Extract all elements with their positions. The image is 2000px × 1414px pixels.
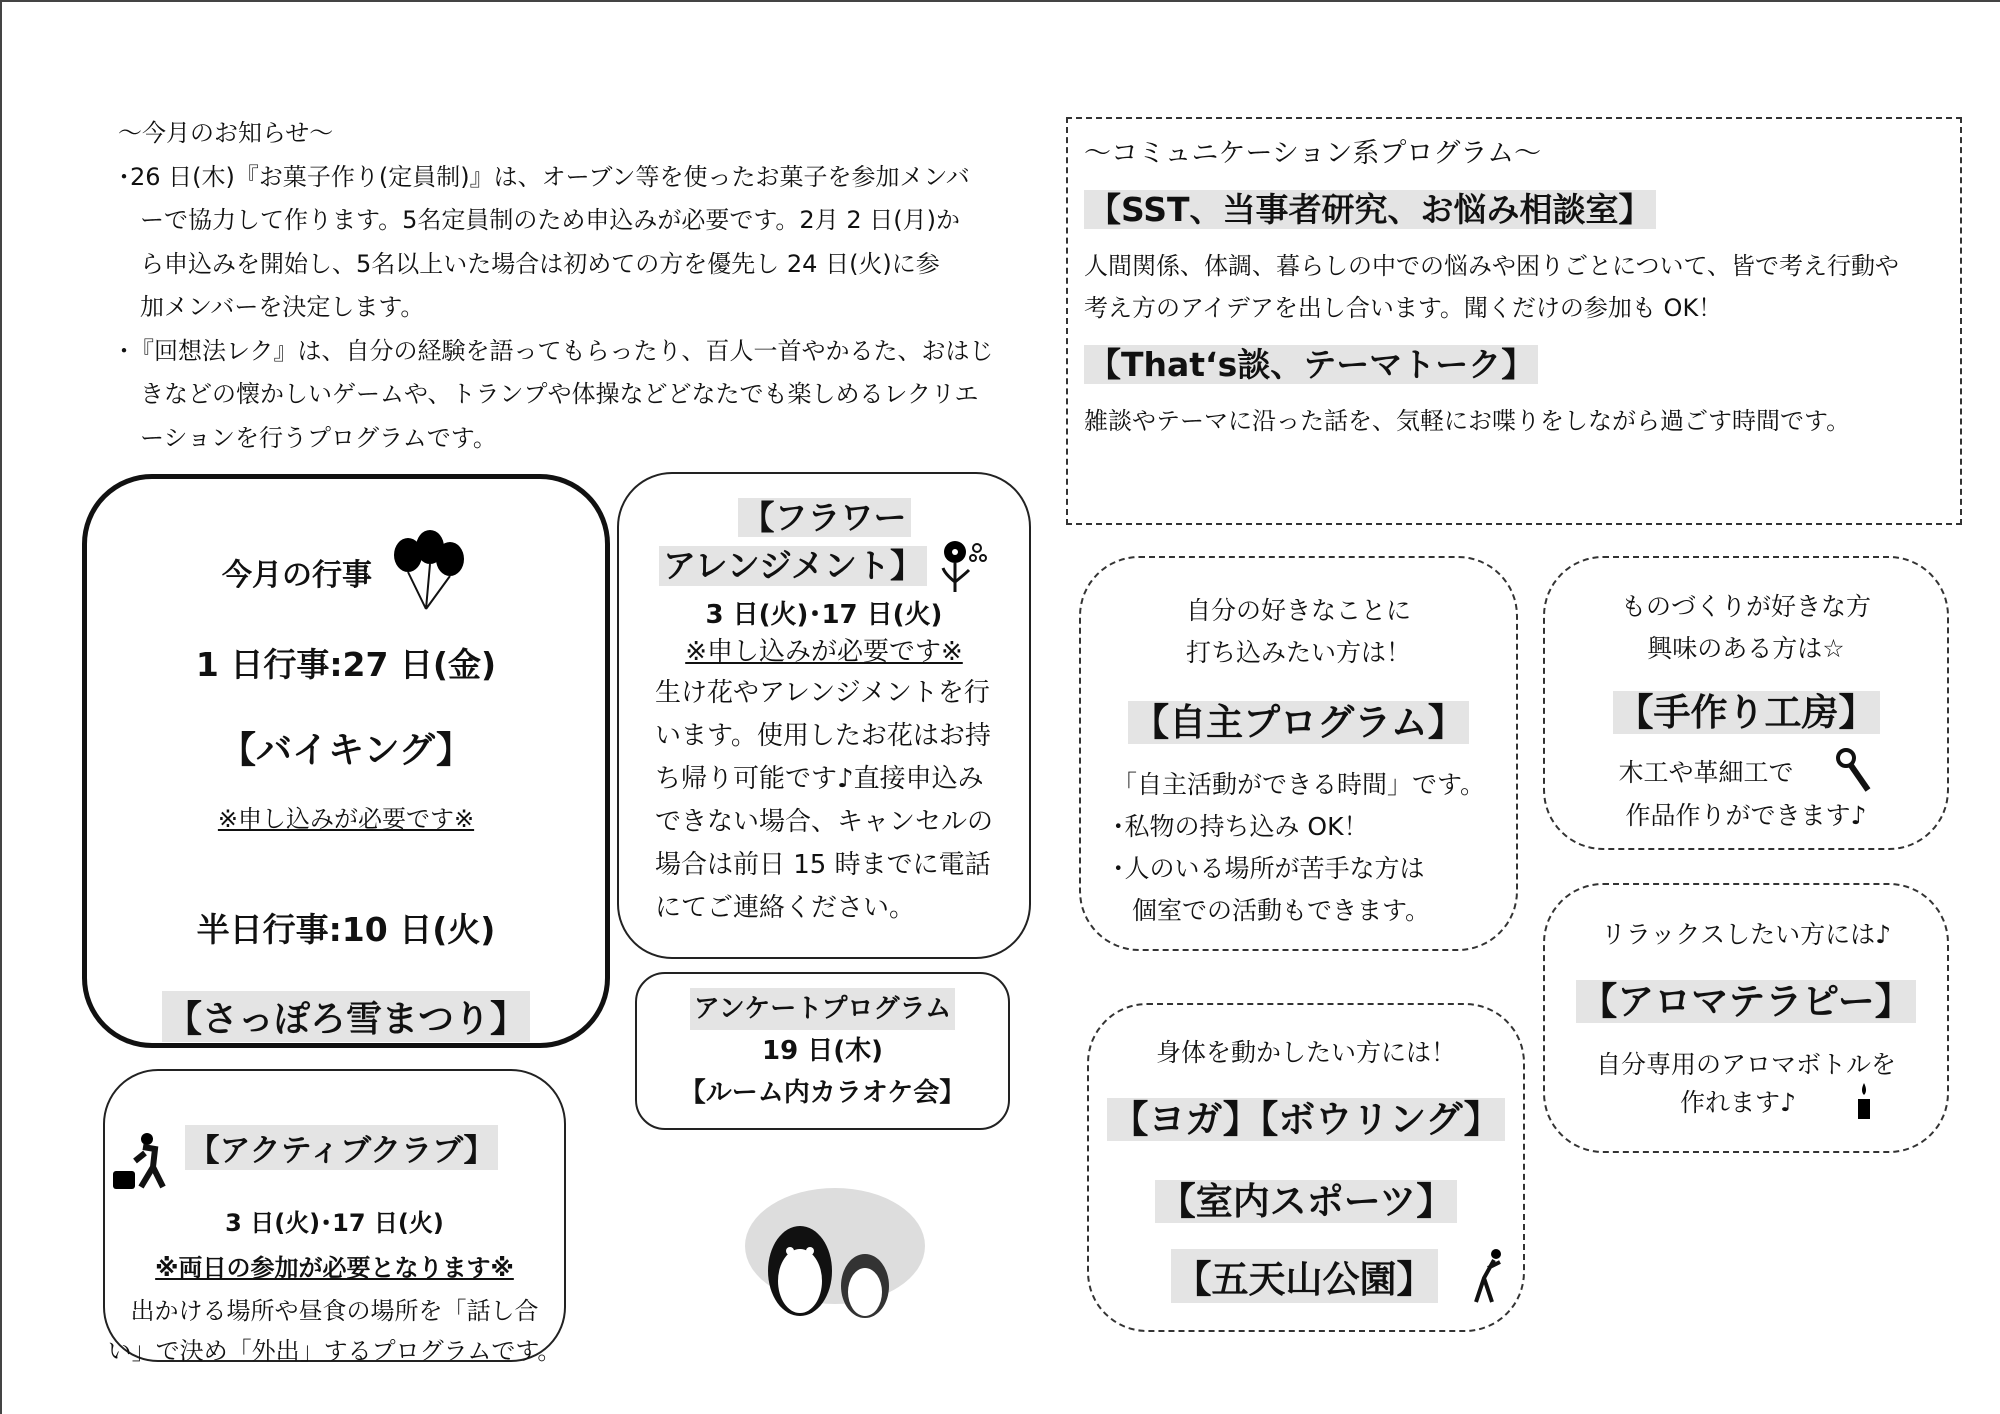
- registration-note: ※申し込みが必要です※: [685, 637, 963, 667]
- description-line: ち帰り可能です♪直接申込み: [654, 764, 984, 794]
- notice-line: ーで協力して作ります。5名定員制のため申込みが必要です。2月 2 日(月)か: [140, 206, 960, 234]
- section-title: ～コミュニケーション系プログラム～: [1084, 138, 1542, 169]
- program-description: 考え方のアイデアを出し合います。聞くだけの参加も OK！: [1084, 294, 1723, 322]
- intro-line: 打ち込みたい方は！: [1185, 638, 1411, 667]
- notice-title: ～今月のお知らせ～: [118, 119, 334, 147]
- monthly-events-box: [82, 474, 610, 1048]
- active-club-dates: 3 日(火)･17 日(火): [225, 1209, 444, 1237]
- active-club-title: 【アクティブクラブ】: [185, 1125, 499, 1170]
- intro-line: リラックスしたい方には♪: [1600, 920, 1892, 949]
- notice-line: きなどの懐かしいゲームや、トランプや体操などどなたでも楽しめるレクリエ: [140, 380, 979, 408]
- program-heading: 【SST、当事者研究、お悩み相談室】: [1084, 190, 1656, 229]
- full-day-event-name: 【バイキング】: [219, 730, 472, 771]
- half-day-event-date: 半日行事:10 日(火): [196, 910, 496, 949]
- exercise-box: [1087, 1003, 1525, 1332]
- self-program-box: [1079, 556, 1518, 951]
- notice-line: ら申込みを開始し、5名以上いた場合は初めての方を優先し 24 日(火)に参: [140, 249, 940, 278]
- flower-dates: 3 日(火)･17 日(火): [705, 600, 943, 630]
- program-description: 人間関係、体調、暮らしの中での悩みや困りごとについて、皆で考え行動や: [1084, 252, 1900, 280]
- communication-programs: [1066, 117, 1962, 525]
- description-line: ･私物の持ち込み OK！: [1111, 812, 1369, 841]
- intro-line: 自分の好きなことに: [1185, 596, 1411, 625]
- description-line: ･人のいる場所が苦手な方は: [1111, 854, 1425, 883]
- stretching-person-icon: [1472, 1248, 1502, 1304]
- handmade-name: 【手作り工房】: [1613, 691, 1880, 734]
- self-program-name: 【自主プログラム】: [1128, 701, 1469, 744]
- notice-line: ーションを行うプログラムです。: [140, 423, 497, 452]
- description-line: い」で決め「外出」するプログラムです。: [107, 1337, 562, 1365]
- wrench-icon: [1834, 748, 1874, 794]
- survey-date: 19 日(木): [762, 1036, 883, 1066]
- flower-description: [655, 672, 993, 930]
- description-line: 個室での活動もできます。: [1131, 896, 1430, 925]
- aroma-name: 【アロマテラピー】: [1576, 980, 1916, 1023]
- intro-line: ものづくりが好きな方: [1620, 592, 1871, 621]
- flower-icon: [939, 538, 989, 594]
- registration-note: ※申し込みが必要です※: [217, 805, 475, 833]
- notice-line: ･26 日(木)『お菓子作り(定員制)』は、オーブン等を使ったお菓子を参加メンバ: [118, 162, 970, 191]
- survey-name: 【ルーム内カラオケ会】: [679, 1078, 966, 1108]
- description-line: にてご連絡ください。: [654, 893, 915, 923]
- description-line: 作れます♪: [1680, 1088, 1796, 1117]
- description-line: 自分専用のアロマボトルを: [1595, 1050, 1896, 1079]
- balloons-icon: [386, 527, 470, 617]
- description-line: います。使用したお花はお持: [654, 721, 991, 751]
- half-day-event-name: 【さっぽろ雪まつり】: [162, 991, 530, 1042]
- program-heading: 【That‘s談、テーマトーク】: [1084, 345, 1538, 384]
- flower-title: アレンジメント】: [659, 546, 927, 586]
- description-line: できない場合、キャンセルの: [654, 807, 993, 837]
- survey-program-box: [635, 972, 1010, 1130]
- events-title: 今月の行事: [222, 558, 372, 593]
- full-day-event-date: 1 日行事:27 日(金): [195, 645, 497, 684]
- exercise-program-name: 【ヨガ】【ボウリング】: [1107, 1098, 1504, 1141]
- description-line: 場合は前日 15 時までに電話: [654, 850, 991, 880]
- page-border-left: [0, 0, 2, 1414]
- intro-line: 興味のある方は☆: [1647, 634, 1845, 663]
- description-line: 生け花やアレンジメントを行: [654, 678, 990, 708]
- handmade-workshop-box: [1543, 556, 1949, 850]
- exercise-program-name: 【室内スポーツ】: [1155, 1180, 1458, 1223]
- description-line: 「自主活動ができる時間」です。: [1111, 770, 1485, 799]
- participation-note: ※両日の参加が必要となります※: [155, 1254, 514, 1282]
- program-description: 雑談やテーマに沿った話を、気軽にお喋りをしながら過ごす時間です。: [1084, 407, 1851, 435]
- candle-icon: [1856, 1081, 1872, 1121]
- exercise-program-name: 【五天山公園】: [1171, 1249, 1438, 1303]
- notice-line: 加メンバーを決定します。: [140, 293, 425, 321]
- active-club-box: [103, 1069, 566, 1365]
- description-line: 出かける場所や昼食の場所を「話し合: [130, 1297, 539, 1325]
- penguins-icon: [740, 1186, 931, 1327]
- notice-line: ･『回想法レク』は、自分の経験を語ってもらったり、百人一首やかるた、おはじ: [118, 336, 994, 365]
- traveler-icon: [111, 1131, 171, 1193]
- intro-line: 身体を動かしたい方には！: [1155, 1038, 1456, 1067]
- aromatherapy-box: [1543, 883, 1949, 1153]
- description-line: 作品作りができます♪: [1625, 801, 1867, 830]
- survey-title: アンケートプログラム: [690, 988, 955, 1030]
- monthly-notice: [118, 112, 998, 460]
- description-line: 木工や革細工で: [1618, 758, 1794, 787]
- page-border-top: [0, 0, 2000, 2]
- flower-title: 【フラワー: [738, 498, 911, 537]
- flower-arrangement-box: [617, 472, 1031, 959]
